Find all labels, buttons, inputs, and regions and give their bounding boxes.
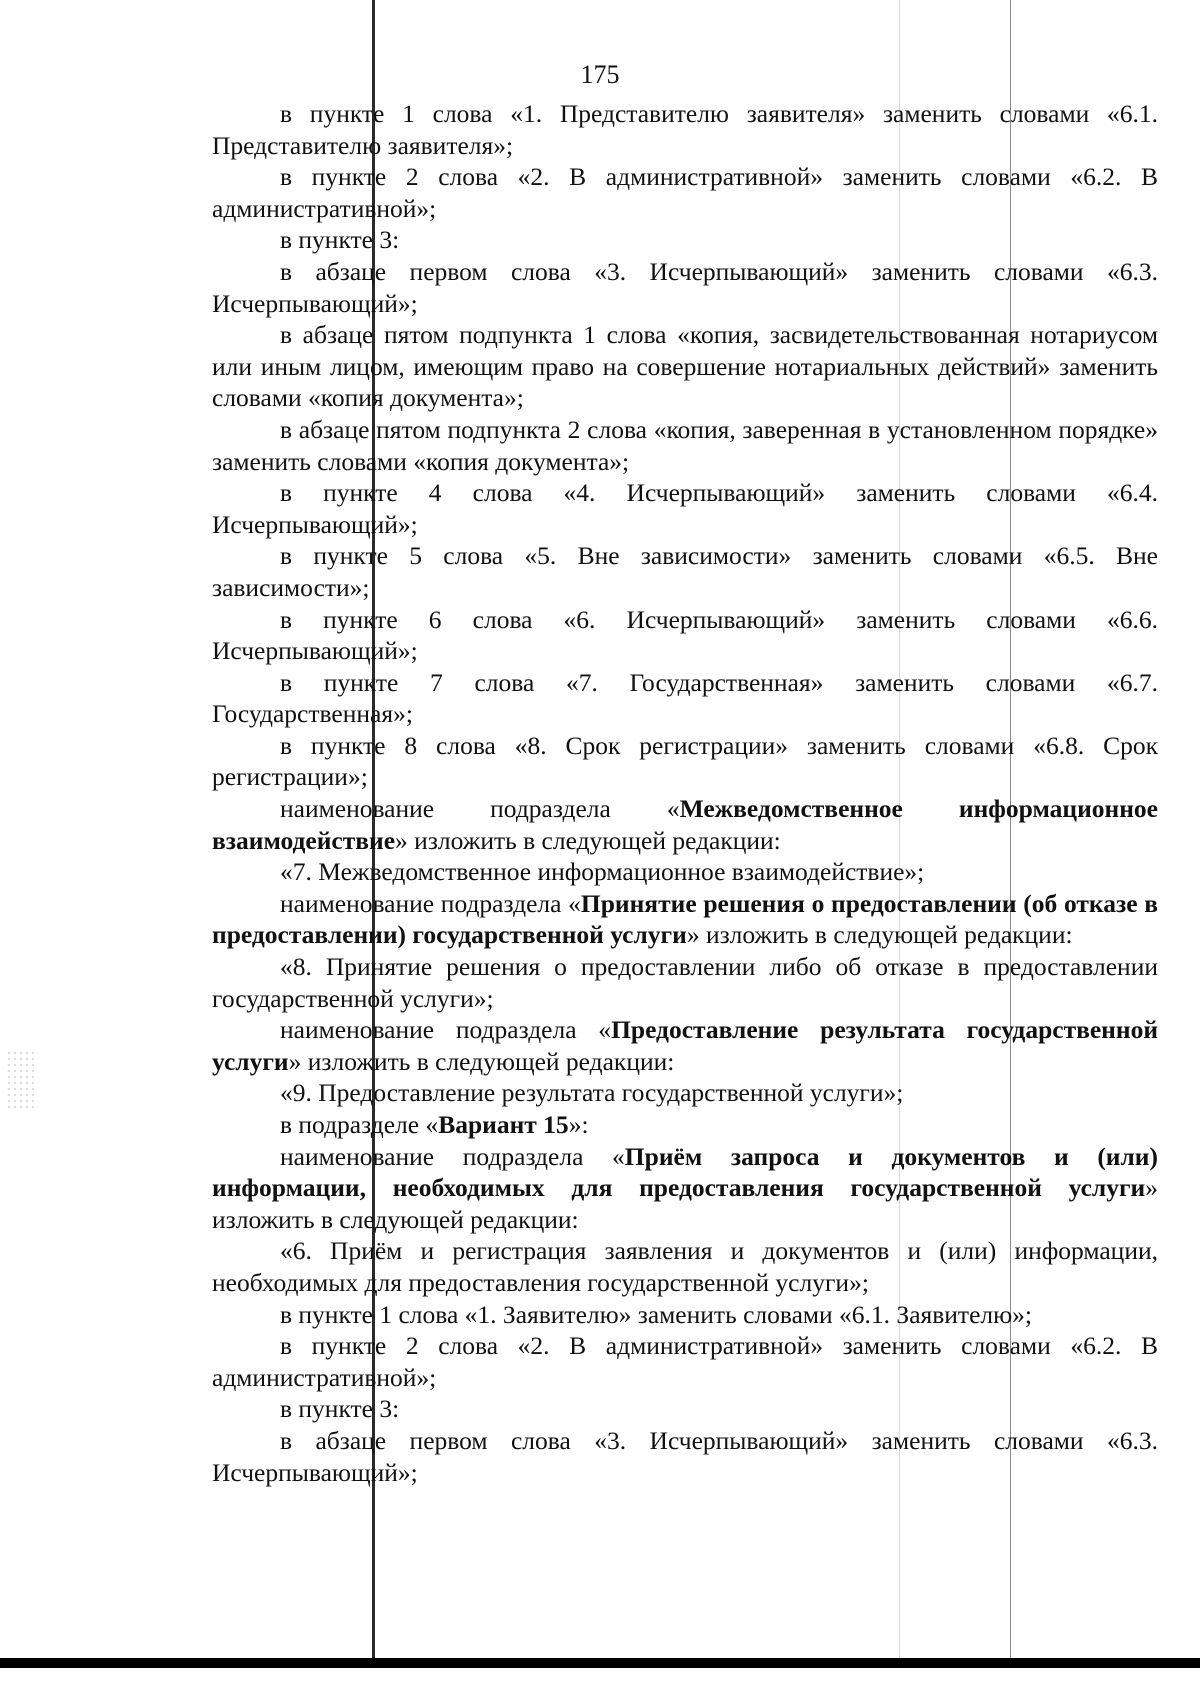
paragraph-text: в абзаце пятом подпункта 2 слова «копия, заверенная в установленном порядке» заменить словами «копия документа»; — [212, 414, 1158, 476]
paragraph — [212, 1109, 1158, 1141]
paragraph-text: в пункте 6 слова «6. Исчерпывающий» заменить словами «6.6. Исчерпывающий»; — [212, 604, 1158, 666]
paragraph — [212, 951, 1158, 1014]
scan-bottom-edge — [0, 1658, 1200, 1668]
paragraph-text: » изложить в следующей редакции: — [395, 825, 781, 855]
paragraph-text: «7. Межведомственное информационное взаимодействие»; — [280, 857, 925, 887]
paragraph-text: в абзаце первом слова «3. Исчерпывающий» заменить словами «6.3. Исчерпывающий»; — [212, 1425, 1158, 1487]
paragraph-text: наименование подраздела « — [280, 794, 680, 824]
paragraph-text: » изложить в следующей редакции: — [212, 1173, 1158, 1234]
paragraph — [212, 1014, 1158, 1077]
paragraph — [212, 856, 1158, 888]
paragraph-text: в пункте 5 слова «5. Вне зависимости» заменить словами «6.5. Вне зависимости»; — [212, 541, 1158, 602]
paragraph-text: в пункте 1 слова «1. Представителю заявителя» заменить словами «6.1. Представителю заявителя»; — [212, 99, 1158, 160]
paragraph — [212, 477, 1158, 540]
paragraph — [212, 1077, 1158, 1109]
paragraph — [212, 540, 1158, 603]
paragraph-text: в подразделе « — [280, 1110, 439, 1139]
paragraph — [212, 604, 1158, 667]
paragraph — [212, 793, 1158, 856]
document-body — [212, 98, 1158, 1488]
paragraph-text: в пункте 1 слова «1. Заявителю» заменить словами «6.1. Заявителю»; — [280, 1299, 1033, 1329]
paragraph — [212, 1330, 1158, 1393]
paragraph — [212, 1299, 1158, 1331]
page-number: 175 — [580, 60, 620, 89]
paragraph-text: в пункте 2 слова «2. В административной» заменить словами «6.2. В административной»; — [212, 1331, 1158, 1392]
paragraph-text: в пункте 3: — [280, 225, 400, 255]
paragraph — [212, 1425, 1158, 1488]
paragraph-text: в абзаце пятом подпункта 1 слова «копия, засвидетельствованная нотариусом или иным лицом, имеющим право на совершение нотариальных действий» заменить словами «копия документа»; — [212, 320, 1158, 413]
paragraph — [212, 667, 1158, 730]
paragraph-text: «9. Предоставление результата государственной услуги»; — [280, 1078, 904, 1108]
paragraph — [212, 1141, 1158, 1236]
paragraph-text: » изложить в следующей редакции: — [686, 920, 1073, 950]
paragraph-text: наименование подраздела « — [280, 888, 581, 918]
paragraph-text: в пункте 2 слова «2. В административной» заменить словами «6.2. В административной»; — [212, 162, 1158, 223]
bold-text: Вариант 15 — [438, 1110, 569, 1139]
paragraph-text: » изложить в следующей редакции: — [288, 1046, 675, 1076]
paragraph — [212, 98, 1158, 161]
paragraph-text: «8. Принятие решения о предоставлении либо об отказе в предоставлении государственной услуги»; — [212, 952, 1158, 1013]
paragraph-text: в абзаце первом слова «3. Исчерпывающий» заменить словами «6.3. Исчерпывающий»; — [212, 256, 1158, 318]
paragraph — [212, 888, 1158, 951]
paragraph-text: «6. Приём и регистрация заявления и документов и (или) информации, необходимых для предоставления государственной услуги»; — [212, 1236, 1158, 1297]
paragraph-text: наименование подраздела « — [280, 1015, 612, 1045]
paragraph — [212, 161, 1158, 224]
paragraph — [212, 1393, 1158, 1425]
paragraph-text: наименование подраздела « — [280, 1141, 625, 1171]
paragraph-text: в пункте 3: — [280, 1394, 400, 1424]
bold-text: Предоставление результата государственной услуги — [212, 1015, 1159, 1076]
paragraph — [212, 1235, 1158, 1298]
bold-text: Принятие решения о предоставлении (об отказе в предоставлении) государственной услуги — [212, 888, 1158, 950]
paragraph-text: в пункте 4 слова «4. Исчерпывающий» заменить словами «6.4. Исчерпывающий»; — [212, 478, 1158, 539]
paragraph — [212, 730, 1158, 793]
paragraph-text: в пункте 7 слова «7. Государственная» заменить словами «6.7. Государственная»; — [212, 667, 1158, 729]
bold-text: Межведомственное информационное взаимодействие — [212, 794, 1159, 855]
paragraph-text: »: — [568, 1110, 589, 1139]
scan-noise — [6, 1050, 36, 1110]
paragraph — [212, 319, 1158, 414]
paragraph-text: в пункте 8 слова «8. Срок регистрации» заменить словами «6.8. Срок регистрации»; — [212, 730, 1158, 792]
paragraph — [212, 414, 1158, 477]
paragraph — [212, 224, 1158, 256]
paragraph — [212, 256, 1158, 319]
bold-text: Приём запроса и документов и (или) информации, необходимых для предоставления государственной услуги — [212, 1141, 1158, 1203]
